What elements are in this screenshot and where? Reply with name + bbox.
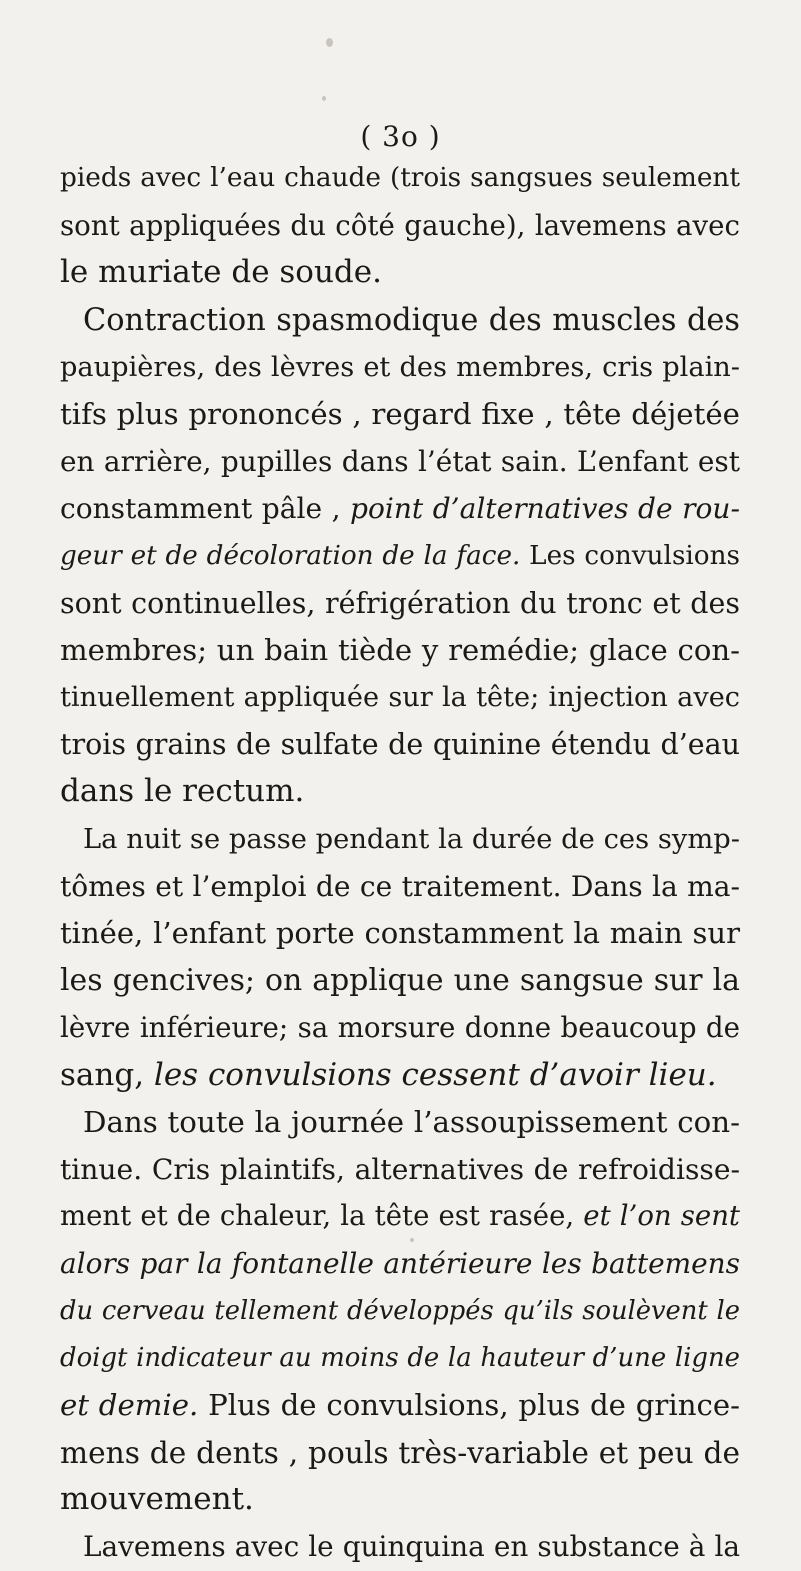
text-line xyxy=(60,1052,740,1099)
text-segment: sang, xyxy=(60,1056,154,1093)
italic-segment: geur et de décoloration de la face. xyxy=(60,540,521,571)
text-line: tinue. Cris plaintifs, alternatives de refroidisse- xyxy=(60,1152,740,1186)
text-line: trois grains de sulfate de quinine étendu d’eau xyxy=(60,728,740,762)
text-line: tinuellement appliquée sur la tête; injection avec xyxy=(60,682,740,714)
text-line: sont appliquées du côté gauche), lavemens avec xyxy=(60,209,740,243)
text-line: pieds avec l’eau chaude (trois sangsues seulement xyxy=(60,163,740,193)
text-line: lèvre inférieure; sa morsure donne beaucoup de xyxy=(60,1011,740,1045)
text-line: tômes et l’emploi de ce traitement. Dans la ma- xyxy=(60,869,740,903)
paragraph-start-line: Contraction spasmodique des muscles des xyxy=(83,302,740,338)
text-line xyxy=(60,533,740,580)
text-line: mens de dents , pouls très-variable et peu de xyxy=(60,1435,740,1471)
italic-segment: point d’alternatives de rou- xyxy=(350,492,740,526)
paper-speck xyxy=(322,96,326,101)
text-line: sont continuelles, réfrigération du tronc et des xyxy=(60,586,740,620)
paper-speck xyxy=(326,38,333,47)
italic-segment: les convulsions cessent d’avoir lieu. xyxy=(153,1056,717,1093)
text-line: tifs plus prononcés , regard fixe , tête déjetée xyxy=(60,396,740,431)
paragraph-start-line: Dans toute la journée l’assoupissement con- xyxy=(83,1104,740,1139)
page-number: ( 3o ) xyxy=(360,120,441,153)
text-line xyxy=(60,1382,740,1429)
text-segment: Les convulsions xyxy=(520,540,740,571)
text-segment: constamment pâle , xyxy=(60,492,351,526)
text-line xyxy=(60,1335,740,1382)
text-line: le muriate de soude. xyxy=(60,254,382,291)
text-line: tinée, l’enfant porte constamment la main sur xyxy=(60,916,740,950)
italic-segment: doigt indicateur au moins de la hauteur d’une ligne xyxy=(60,1342,740,1373)
paragraph-start-line: Lavemens avec le quinquina en substance à la xyxy=(83,1530,740,1564)
paragraph-start-line: La nuit se passe pendant la durée de ces symp- xyxy=(83,823,740,855)
italic-segment: et demie. xyxy=(60,1387,199,1422)
text-line: en arrière, pupilles dans l’état sain. L’enfant est xyxy=(60,445,740,479)
text-segment: Plus de convulsions, plus de grince- xyxy=(198,1387,740,1422)
text-line xyxy=(60,1288,740,1335)
text-segment: ment et de chaleur, la tête est rasée, xyxy=(60,1200,584,1233)
text-line: dans le rectum. xyxy=(60,773,305,810)
italic-segment: du cerveau tellement développés qu’ils soulèvent le xyxy=(60,1295,740,1326)
italic-segment: et l’on sent xyxy=(583,1200,740,1233)
text-line: paupières, des lèvres et des membres, cris plain- xyxy=(60,351,740,383)
italic-segment: alors par la fontanelle antérieure les battemens xyxy=(60,1247,740,1281)
text-line xyxy=(60,1193,740,1240)
body-text xyxy=(60,155,740,1571)
text-line xyxy=(60,1240,740,1287)
text-line: les gencives; on applique une sangsue sur la xyxy=(60,963,740,999)
text-line: mouvement. xyxy=(60,1481,254,1518)
text-line xyxy=(60,485,740,532)
text-line: membres; un bain tiède y remédie; glace con- xyxy=(60,632,740,667)
